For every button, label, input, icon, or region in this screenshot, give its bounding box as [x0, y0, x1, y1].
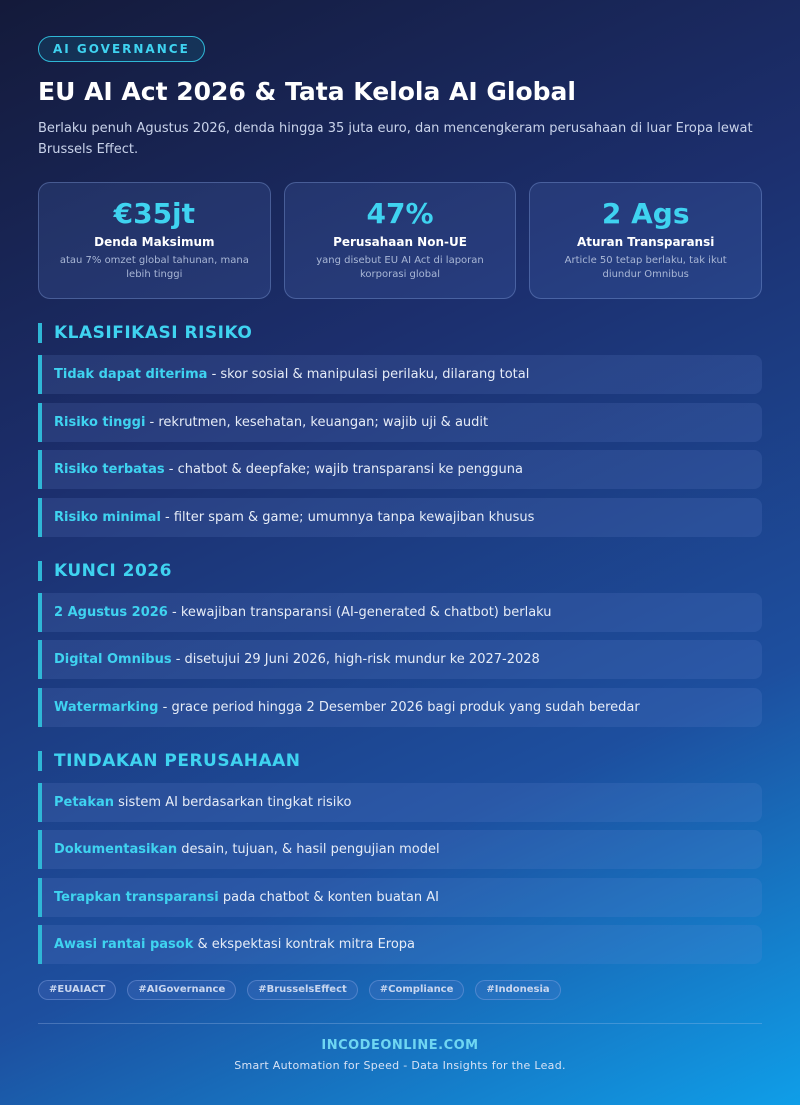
list-item	[38, 878, 762, 917]
item-text: sistem AI berdasarkan tingkat risiko	[114, 794, 352, 810]
item-text: desain, tujuan, & hasil pengujian model	[177, 842, 440, 857]
list-item	[38, 450, 762, 489]
list-item	[38, 498, 762, 537]
footer-site: INCODEONLINE.COM	[321, 1038, 479, 1053]
item-text: - filter spam & game; umumnya tanpa kewajiban khusus	[160, 509, 535, 525]
item-list	[38, 783, 762, 965]
list-item	[38, 593, 762, 632]
section-key-2026	[38, 561, 762, 727]
list-item	[38, 355, 762, 394]
stat-description: Article 50 tetap berlaku, tak ikut diundur Omnibus	[564, 255, 727, 280]
hashtag-chip: #AIGovernance	[127, 980, 236, 1000]
item-key: Petakan	[54, 794, 115, 810]
item-list	[38, 593, 762, 727]
item-text: - chatbot & deepfake; wajib transparansi ke pengguna	[164, 462, 523, 477]
stat-card-fine	[38, 182, 271, 299]
hashtag-row	[38, 980, 762, 1000]
item-text: - rekrutmen, kesehatan, keuangan; wajib uji & audit	[145, 414, 489, 430]
list-item	[38, 783, 762, 822]
stat-card-non-eu	[284, 182, 517, 299]
item-text: - kewajiban transparansi (AI-generated & chatbot) berlaku	[167, 604, 552, 620]
hashtag-chip: #Compliance	[369, 980, 465, 1000]
section-heading: KUNCI 2026	[38, 561, 762, 581]
page-subtitle: Berlaku penuh Agustus 2026, denda hingga 35 juta euro, dan mencengkeram perusahaan di luar Eropa lewat Brussels Effect.	[38, 121, 753, 157]
footer	[38, 1038, 762, 1072]
list-item	[38, 830, 762, 869]
list-item	[38, 688, 762, 727]
section-heading: TINDAKAN PERUSAHAAN	[38, 751, 762, 771]
item-key: Digital Omnibus	[54, 652, 172, 667]
section-heading: KLASIFIKASI RISIKO	[38, 323, 762, 343]
stat-value: €35jt	[113, 197, 196, 230]
page-title: EU AI Act 2026 & Tata Kelola AI Global	[38, 77, 577, 106]
stat-label: Aturan Transparansi	[576, 235, 715, 249]
list-item	[38, 640, 762, 679]
hashtag-chip: #BrusselsEffect	[247, 980, 358, 1000]
stat-value: 47%	[366, 197, 434, 230]
item-key: Risiko terbatas	[54, 462, 165, 477]
category-badge: AI GOVERNANCE	[38, 36, 205, 62]
stat-label: Perusahaan Non-UE	[333, 235, 467, 249]
stats-row	[38, 182, 762, 299]
item-key: Risiko minimal	[54, 509, 161, 525]
footer-divider	[38, 1023, 762, 1024]
stat-card-transparency	[529, 182, 762, 299]
section-risk-classification	[38, 323, 762, 537]
item-key: Terapkan transparansi	[54, 889, 219, 905]
item-key: Tidak dapat diterima	[54, 367, 208, 382]
list-item	[38, 403, 762, 442]
item-text: - disetujui 29 Juni 2026, high-risk mundur ke 2027-2028	[171, 652, 540, 667]
item-text: - skor sosial & manipulasi perilaku, dilarang total	[207, 367, 530, 382]
item-key: 2 Agustus 2026	[54, 604, 168, 620]
item-key: Awasi rantai pasok	[54, 937, 194, 952]
infographic	[38, 36, 762, 1072]
item-list	[38, 355, 762, 537]
list-item	[38, 925, 762, 964]
stat-description: atau 7% omzet global tahunan, mana lebih tinggi	[59, 255, 249, 280]
item-text: - grace period hingga 2 Desember 2026 bagi produk yang sudah beredar	[158, 699, 640, 715]
item-text: & ekspektasi kontrak mitra Eropa	[193, 937, 416, 952]
hashtag-chip: #Indonesia	[475, 980, 560, 1000]
item-key: Risiko tinggi	[54, 414, 146, 430]
item-key: Watermarking	[54, 699, 159, 715]
stat-description: yang disebut EU AI Act di laporan korporasi global	[316, 255, 484, 280]
item-key: Dokumentasikan	[54, 842, 178, 857]
stat-label: Denda Maksimum	[94, 235, 215, 249]
section-company-actions	[38, 751, 762, 965]
footer-tagline: Smart Automation for Speed - Data Insights for the Lead.	[234, 1059, 566, 1072]
stat-value: 2 Ags	[601, 197, 690, 230]
hashtag-chip: #EUAIACT	[38, 980, 116, 1000]
item-text: pada chatbot & konten buatan AI	[218, 889, 439, 905]
